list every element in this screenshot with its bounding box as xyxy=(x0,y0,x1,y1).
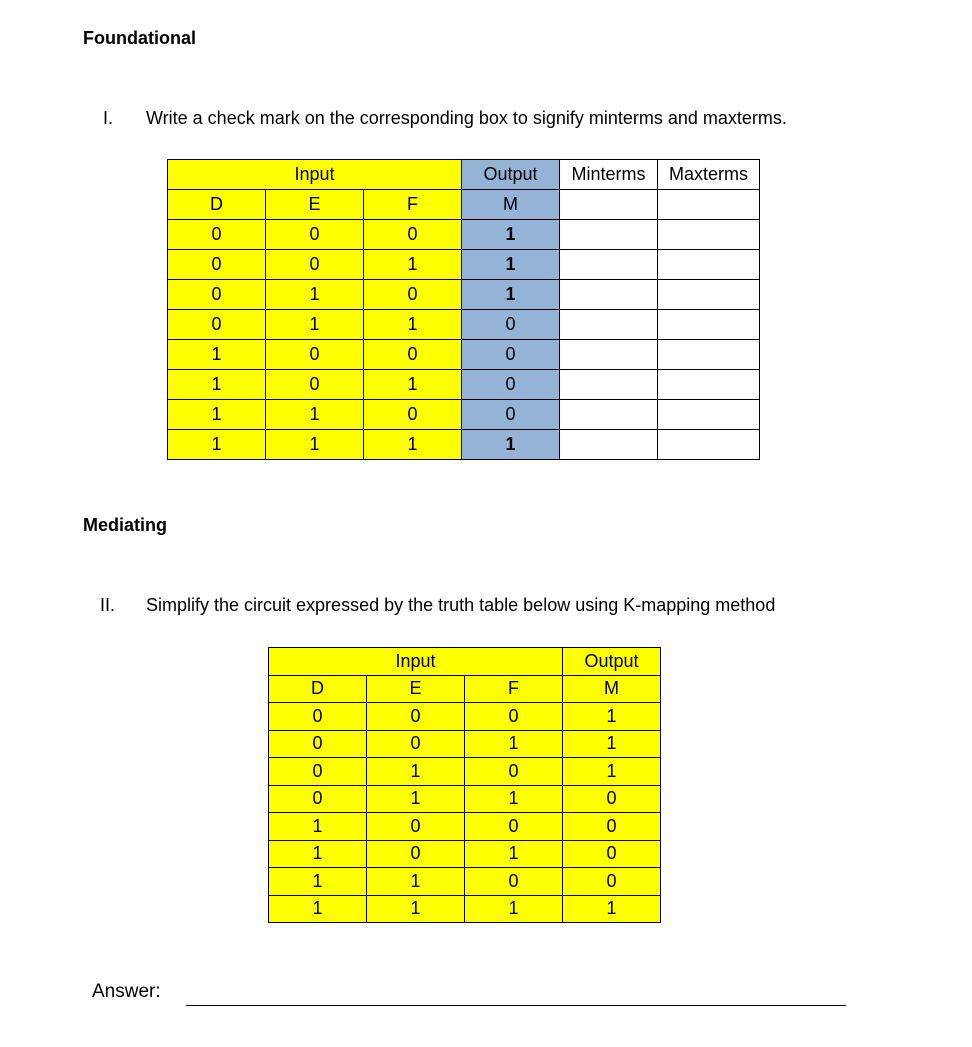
column-header-f: F xyxy=(465,675,563,703)
cell-d: 0 xyxy=(269,785,367,813)
cell-e: 1 xyxy=(367,868,465,896)
question-1-number: I. xyxy=(103,108,114,128)
cell-e: 0 xyxy=(266,250,364,280)
cell-m: 1 xyxy=(563,703,661,731)
truth-table-k-map xyxy=(268,647,661,923)
cell-f: 0 xyxy=(364,280,462,310)
cell-f: 0 xyxy=(465,813,563,841)
table-row xyxy=(168,430,760,460)
maxterms-checkbox-cell[interactable] xyxy=(658,400,760,430)
maxterms-checkbox-cell[interactable] xyxy=(658,370,760,400)
input-group-header: Input xyxy=(168,160,462,190)
section-heading-mediating: Mediating xyxy=(83,515,167,535)
table-row xyxy=(168,310,760,340)
cell-m: 0 xyxy=(462,340,560,370)
cell-d: 0 xyxy=(269,730,367,758)
maxterms-checkbox-cell[interactable] xyxy=(658,340,760,370)
column-header-e: E xyxy=(367,675,465,703)
column-header-m: M xyxy=(462,190,560,220)
maxterms-cell[interactable] xyxy=(658,190,760,220)
cell-d: 0 xyxy=(168,250,266,280)
column-header-d: D xyxy=(269,675,367,703)
maxterms-checkbox-cell[interactable] xyxy=(658,280,760,310)
cell-e: 0 xyxy=(266,220,364,250)
answer-label: Answer: xyxy=(92,981,161,1002)
cell-m: 0 xyxy=(563,813,661,841)
table-row xyxy=(168,400,760,430)
cell-e: 1 xyxy=(367,785,465,813)
minterms-checkbox-cell[interactable] xyxy=(560,430,658,460)
maxterms-checkbox-cell[interactable] xyxy=(658,220,760,250)
cell-d: 1 xyxy=(168,400,266,430)
cell-m: 0 xyxy=(563,868,661,896)
cell-d: 1 xyxy=(269,813,367,841)
cell-m: 1 xyxy=(462,280,560,310)
cell-e: 1 xyxy=(266,400,364,430)
section-heading-foundational: Foundational xyxy=(83,28,196,48)
minterms-checkbox-cell[interactable] xyxy=(560,250,658,280)
minterms-header: Minterms xyxy=(560,160,658,190)
truth-table-minterms-maxterms xyxy=(167,159,760,460)
minterms-checkbox-cell[interactable] xyxy=(560,280,658,310)
cell-m: 0 xyxy=(462,400,560,430)
table-row xyxy=(269,703,661,731)
output-group-header: Output xyxy=(462,160,560,190)
cell-f: 0 xyxy=(364,400,462,430)
cell-f: 1 xyxy=(465,895,563,923)
cell-m: 0 xyxy=(563,840,661,868)
cell-d: 0 xyxy=(168,220,266,250)
input-group-header: Input xyxy=(269,648,563,676)
cell-e: 0 xyxy=(367,840,465,868)
column-header-f: F xyxy=(364,190,462,220)
maxterms-checkbox-cell[interactable] xyxy=(658,310,760,340)
cell-d: 1 xyxy=(168,340,266,370)
cell-e: 1 xyxy=(266,310,364,340)
cell-f: 0 xyxy=(465,868,563,896)
cell-f: 1 xyxy=(465,730,563,758)
table-row xyxy=(168,250,760,280)
column-header-e: E xyxy=(266,190,364,220)
cell-e: 1 xyxy=(367,895,465,923)
column-header-d: D xyxy=(168,190,266,220)
minterms-checkbox-cell[interactable] xyxy=(560,400,658,430)
cell-f: 0 xyxy=(465,758,563,786)
answer-line[interactable] xyxy=(186,1005,846,1006)
table-row xyxy=(168,340,760,370)
maxterms-checkbox-cell[interactable] xyxy=(658,430,760,460)
cell-e: 1 xyxy=(266,430,364,460)
table-row xyxy=(269,813,661,841)
cell-d: 0 xyxy=(168,310,266,340)
cell-e: 0 xyxy=(367,703,465,731)
cell-f: 0 xyxy=(364,340,462,370)
table-row xyxy=(168,220,760,250)
cell-e: 0 xyxy=(266,340,364,370)
cell-e: 0 xyxy=(367,813,465,841)
cell-f: 0 xyxy=(465,703,563,731)
cell-m: 1 xyxy=(462,220,560,250)
maxterms-checkbox-cell[interactable] xyxy=(658,250,760,280)
question-1-text: Write a check mark on the corresponding box to signify minterms and maxterms. xyxy=(146,108,787,128)
minterms-checkbox-cell[interactable] xyxy=(560,310,658,340)
table-row xyxy=(269,785,661,813)
cell-e: 1 xyxy=(266,280,364,310)
cell-m: 1 xyxy=(462,250,560,280)
cell-d: 0 xyxy=(269,703,367,731)
cell-d: 1 xyxy=(269,895,367,923)
cell-m: 1 xyxy=(462,430,560,460)
minterms-checkbox-cell[interactable] xyxy=(560,370,658,400)
table-row xyxy=(168,280,760,310)
cell-f: 1 xyxy=(364,310,462,340)
cell-m: 1 xyxy=(563,758,661,786)
minterms-checkbox-cell[interactable] xyxy=(560,340,658,370)
cell-m: 0 xyxy=(563,785,661,813)
cell-m: 0 xyxy=(462,310,560,340)
cell-d: 1 xyxy=(269,868,367,896)
cell-d: 1 xyxy=(168,370,266,400)
table-row xyxy=(269,758,661,786)
cell-f: 1 xyxy=(364,370,462,400)
cell-f: 1 xyxy=(465,785,563,813)
cell-m: 0 xyxy=(462,370,560,400)
cell-f: 1 xyxy=(364,430,462,460)
table-row xyxy=(269,868,661,896)
table-row xyxy=(269,895,661,923)
cell-f: 1 xyxy=(364,250,462,280)
cell-d: 1 xyxy=(269,840,367,868)
table-row xyxy=(168,370,760,400)
minterms-cell[interactable] xyxy=(560,190,658,220)
cell-f: 1 xyxy=(465,840,563,868)
cell-m: 1 xyxy=(563,730,661,758)
cell-d: 0 xyxy=(168,280,266,310)
column-header-m: M xyxy=(563,675,661,703)
cell-f: 0 xyxy=(364,220,462,250)
minterms-checkbox-cell[interactable] xyxy=(560,220,658,250)
cell-d: 1 xyxy=(168,430,266,460)
question-2-number: II. xyxy=(100,595,116,615)
cell-d: 0 xyxy=(269,758,367,786)
cell-e: 1 xyxy=(367,758,465,786)
cell-m: 1 xyxy=(563,895,661,923)
maxterms-header: Maxterms xyxy=(658,160,760,190)
cell-e: 0 xyxy=(266,370,364,400)
question-2-text: Simplify the circuit expressed by the truth table below using K-mapping method xyxy=(146,595,776,615)
output-group-header: Output xyxy=(563,648,661,676)
table-row xyxy=(269,840,661,868)
table-row xyxy=(269,730,661,758)
cell-e: 0 xyxy=(367,730,465,758)
